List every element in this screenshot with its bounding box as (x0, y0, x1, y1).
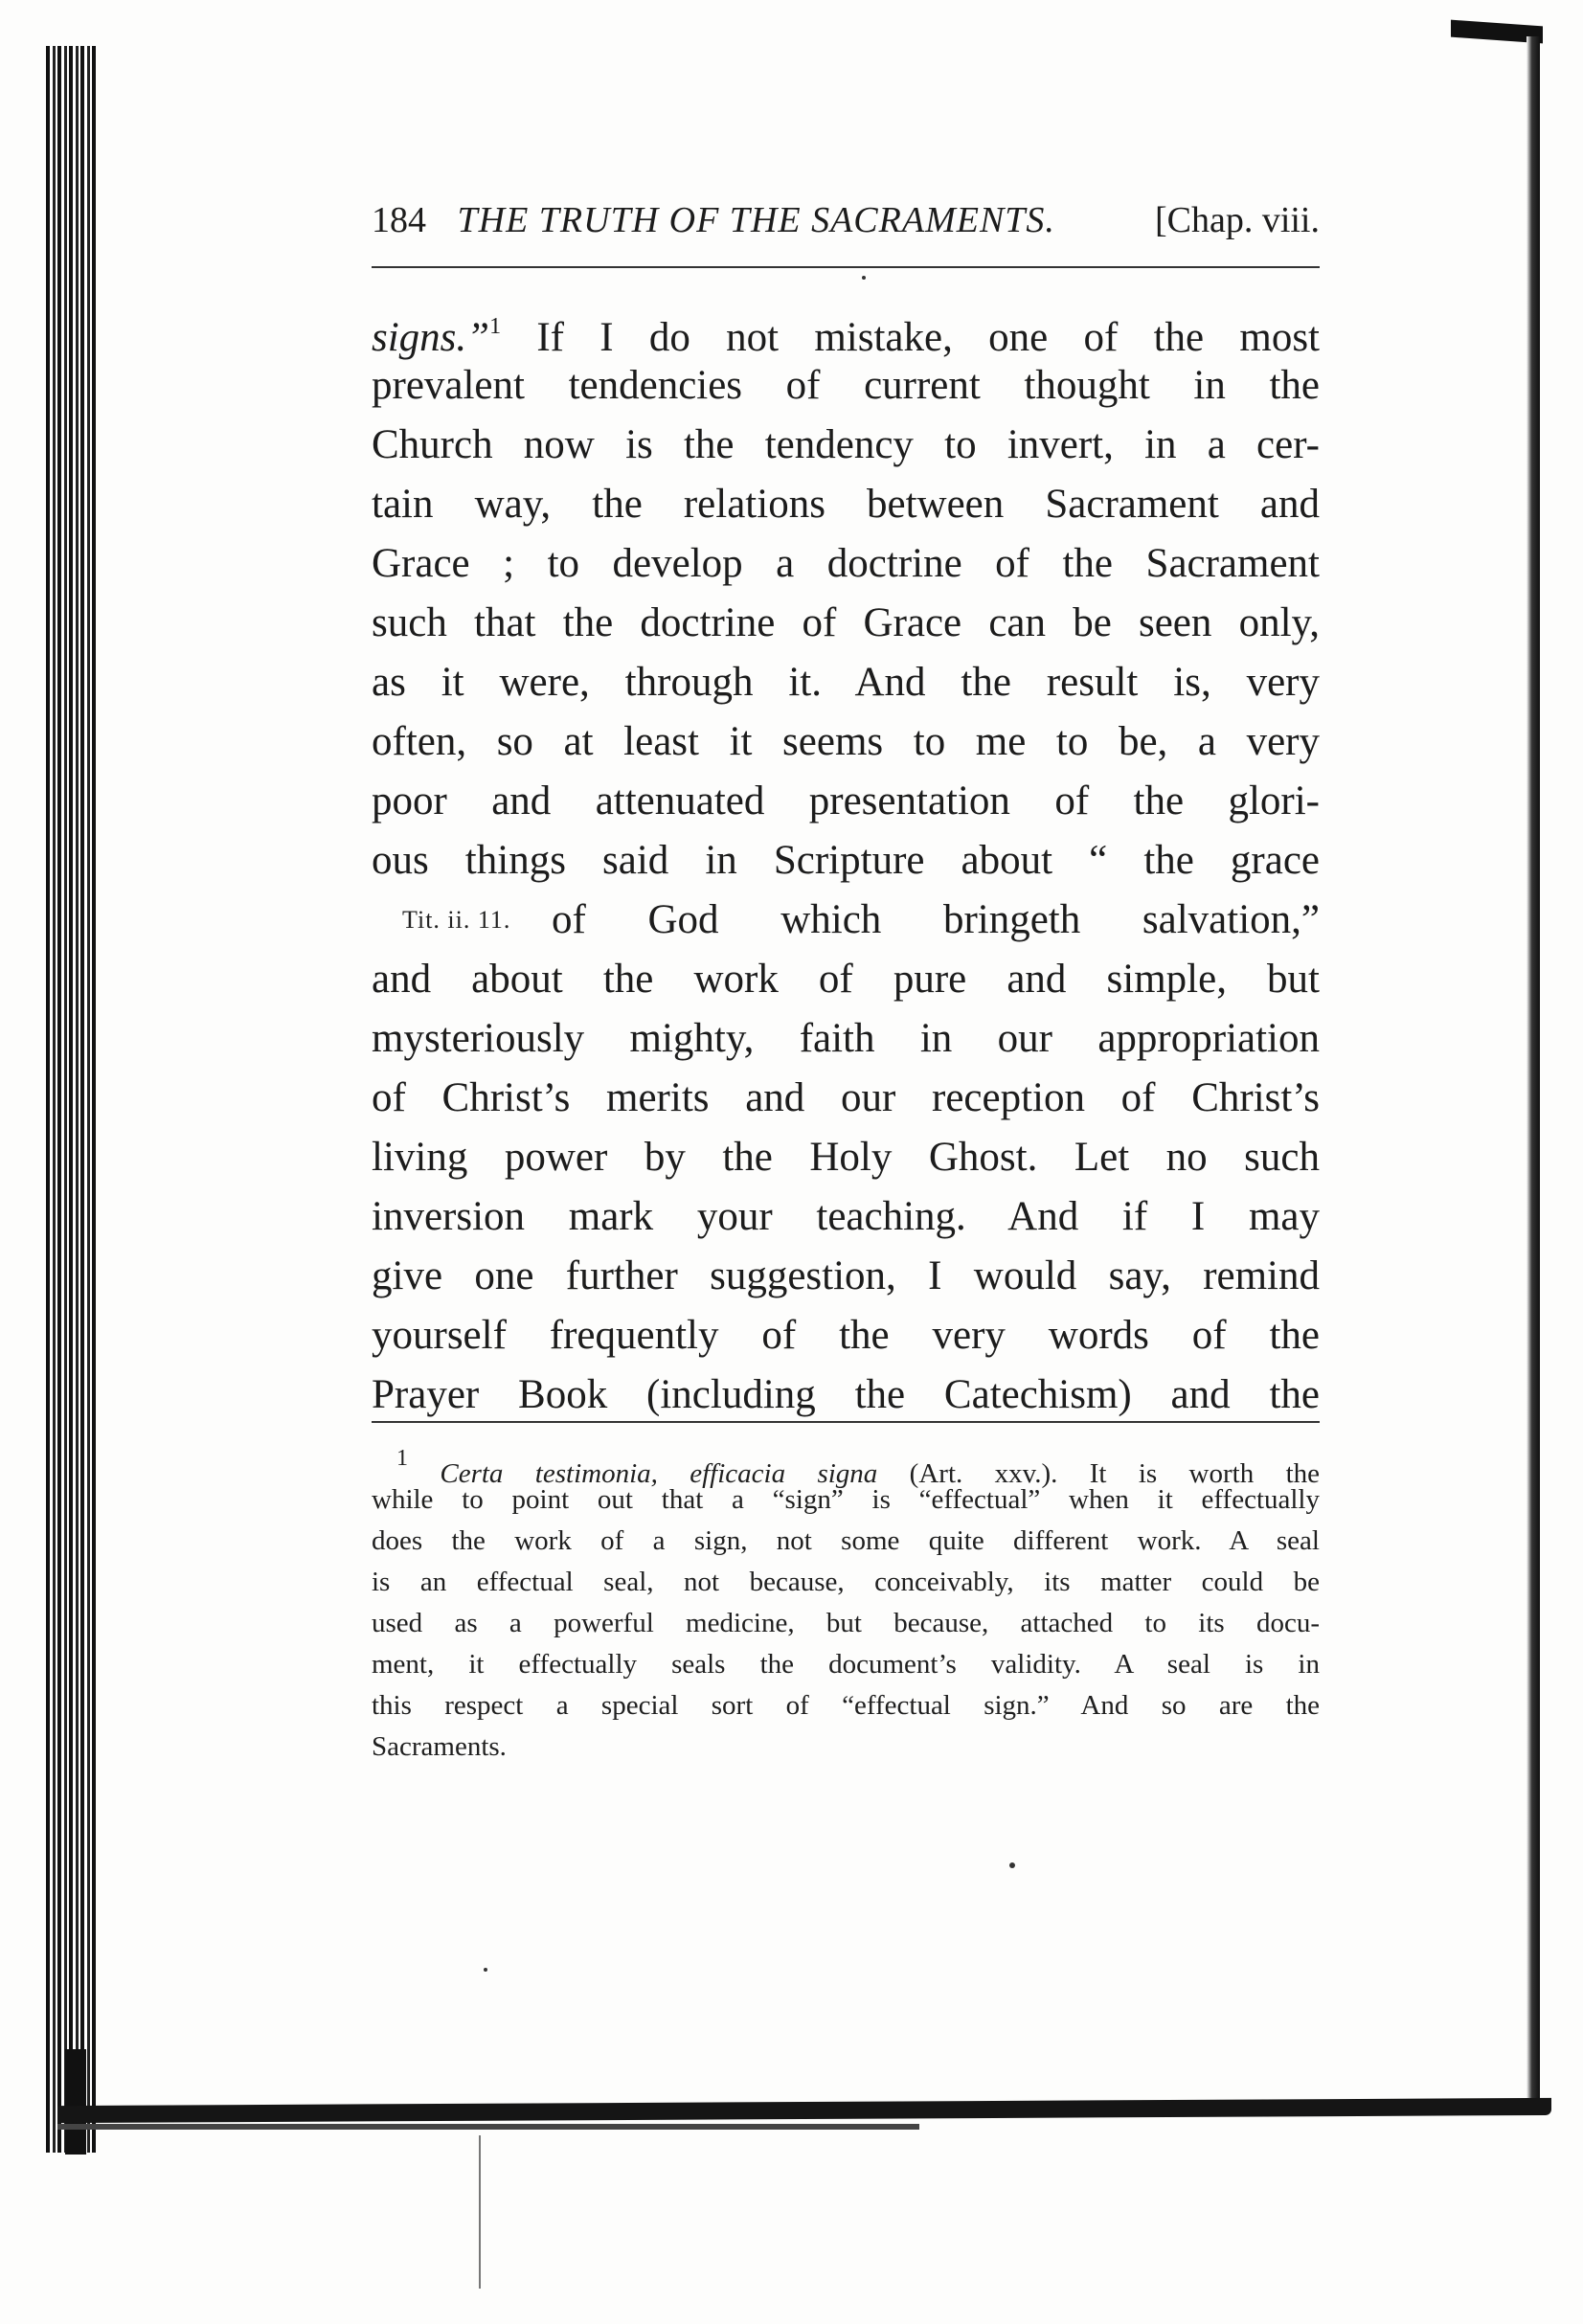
body-line: yourself frequently of the very words of the (372, 1313, 1320, 1358)
scan-speck (1009, 1862, 1015, 1868)
body-line: prevalent tendencies of current thought in the (372, 363, 1320, 408)
body-line-text: If I do not mistake, one of the most (501, 315, 1320, 360)
footnote-line: this respect a special sort of “effectual sign.” And so are the (372, 1690, 1320, 1721)
footnote-line-text: (Art. xxv.). It is worth the (877, 1458, 1321, 1489)
scan-artifact-line (479, 2135, 481, 2289)
page-bottom-edge (57, 2098, 1551, 2123)
body-line: of God which bringeth salvation,” (552, 897, 1320, 942)
chapter-label: [Chap. viii. (1154, 200, 1320, 240)
footnote-line: used as a powerful medicine, but because, attached to its docu- (372, 1608, 1320, 1638)
footnote (372, 1438, 1320, 1768)
italic-quote-end: signs.” (372, 315, 490, 360)
body-line: Prayer Book (including the Catechism) and the (372, 1372, 1320, 1417)
body-line: poor and attenuated presentation of the glori- (372, 778, 1320, 824)
running-header (372, 192, 1320, 249)
body-line: often, so at least it seems to me to be, a very (372, 719, 1320, 764)
body-line: give one further suggestion, I would say, remind (372, 1253, 1320, 1298)
page-bottom-shadow (57, 2124, 919, 2130)
footnote-line (372, 1438, 1321, 1489)
body-line: tain way, the relations between Sacrament and (372, 482, 1320, 527)
binding-edge-dark (65, 2049, 86, 2155)
margin-scripture-reference: Tit. ii. 11. (402, 906, 511, 934)
footnote-rule (372, 1421, 1320, 1423)
body-line: inversion mark your teaching. And if I may (372, 1194, 1320, 1239)
body-text (372, 297, 1320, 1425)
body-line: as it were, through it. And the result is, very (372, 660, 1320, 705)
footnote-line: ment, it effectually seals the document’s validity. A seal is in (372, 1649, 1320, 1680)
body-line (372, 297, 1320, 360)
body-line: of Christ’s merits and our reception of Christ’s (372, 1075, 1320, 1120)
footnote-marker: 1 (396, 1446, 408, 1471)
page-right-edge (1526, 36, 1540, 2114)
scan-speck (862, 276, 866, 280)
footnote-italic-citation: Certa testimonia, efficacia signa (440, 1458, 878, 1489)
header-rule (372, 266, 1320, 268)
footnote-line: while to point out that a “sign” is “effectual” when it effectually (372, 1484, 1320, 1515)
body-line: mysteriously mighty, faith in our appropriation (372, 1016, 1320, 1061)
scan-speck (484, 1968, 487, 1972)
binding-edge (46, 46, 96, 2153)
body-line: Church now is the tendency to invert, in a cer- (372, 422, 1320, 467)
body-line: ous things said in Scripture about “ the grace (372, 838, 1320, 883)
body-line: living power by the Holy Ghost. Let no such (372, 1135, 1320, 1180)
running-title: THE TRUTH OF THE SACRAMENTS. (457, 200, 1055, 240)
footnote-line: is an effectual seal, not because, conceivably, its matter could be (372, 1567, 1320, 1597)
footnote-line: Sacraments. (372, 1731, 507, 1762)
footnote-line: does the work of a sign, not some quite different work. A seal (372, 1525, 1320, 1556)
body-line: and about the work of pure and simple, but (372, 957, 1320, 1002)
footnote-ref: 1 (489, 314, 502, 339)
page-number: 184 (372, 200, 426, 240)
body-line: such that the doctrine of Grace can be seen only, (372, 600, 1320, 645)
body-line: Grace ; to develop a doctrine of the Sacrament (372, 541, 1320, 586)
